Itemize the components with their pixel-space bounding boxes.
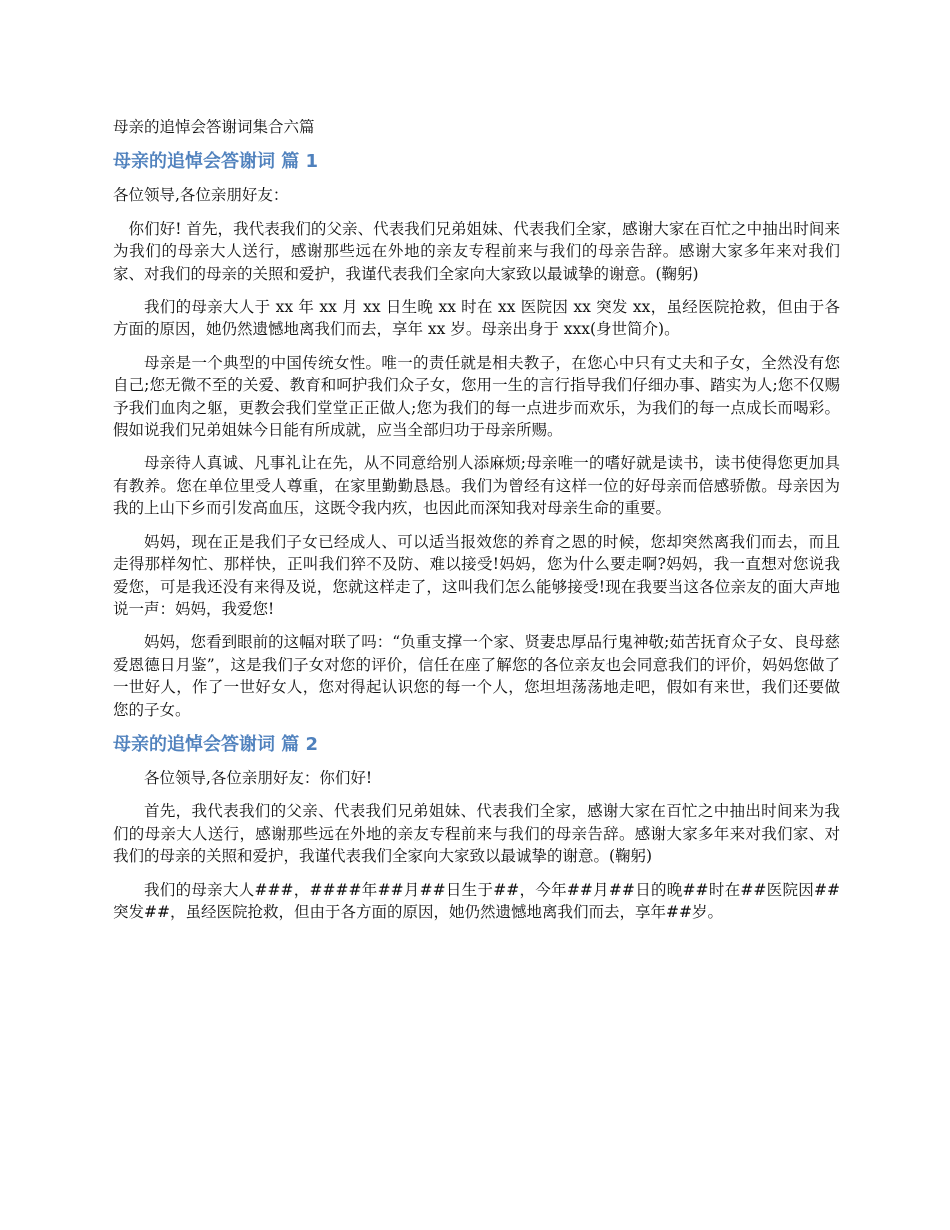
body-paragraph: 妈妈，您看到眼前的这幅对联了吗：“负重支撑一个家、贤妻忠厚品行鬼神敬;茹苦抚育众子女、良母慈爱恩德日月鉴”，这是我们子女对您的评价，信任在座了解您的各位亲友也会同意我们的评价，妈妈您做了一世好人，作了一世好女人，您对得起认识您的每一个人，您坦坦荡荡地走吧，假如有来世，我们还要做您的子女。 — [113, 633, 840, 719]
section-heading-2: 母亲的追悼会答谢词 篇 2 — [113, 733, 319, 755]
body-paragraph: 我们的母亲大人于 xx 年 xx 月 xx 日生晚 xx 时在 xx 医院因 xx 突发 xx，虽经医院抢救，但由于各方面的原因，她仍然遗憾地离我们而去，享年 xx 岁。母亲出身于 xxx(身世简介)。 — [113, 298, 840, 339]
body-paragraph: 首先，我代表我们的父亲、代表我们兄弟姐妹、代表我们全家，感谢大家在百忙之中抽出时间来为我们的母亲大人送行，感谢那些远在外地的亲友专程前来与我们的母亲告辞。感谢大家多年来对我们家、对我们的母亲的关照和爱护，我谨代表我们全家向大家致以最诚挚的谢意。(鞠躬) — [113, 802, 840, 866]
document-title: 母亲的追悼会答谢词集合六篇 — [113, 118, 315, 136]
body-paragraph: 我们的母亲大人###，####年##月##日生于##，今年##月##日的晚##时在##医院因##突发##，虽经医院抢救，但由于各方面的原因，她仍然遗憾地离我们而去，享年##岁。 — [113, 880, 840, 921]
body-paragraph: 妈妈，现在正是我们子女已经成人、可以适当报效您的养育之恩的时候，您却突然离我们而去，而且走得那样匆忙、那样快，正叫我们猝不及防、难以接受!妈妈，您为什么要走啊?妈妈，我一直想对您说我爱您，可是我还没有来得及说，您就这样走了，这叫我们怎么能够接受!现在我要当这各位亲友的面大声地说一声：妈妈，我爱您! — [113, 532, 840, 618]
salutation-paragraph: 各位领导,各位亲朋好友：你们好! — [144, 768, 373, 787]
section-heading-1: 母亲的追悼会答谢词 篇 1 — [113, 151, 319, 173]
body-paragraph: 母亲是一个典型的中国传统女性。唯一的责任就是相夫教子，在您心中只有丈夫和子女，全然没有您自己;您无微不至的关爱、教育和呵护我们众子女，您用一生的言行指导我们仔细办事、踏实为人;您不仅赐予我们血肉之躯，更教会我们堂堂正正做人;您为我们的每一点进步而欢乐，为我们的每一点成长而喝彩。假如说我们兄弟姐妹今日能有所成就，应当全部归功于母亲所赐。 — [113, 353, 840, 440]
body-paragraph: 母亲待人真诚、凡事礼让在先，从不同意给别人添麻烦;母亲唯一的嗜好就是读书，读书使得您更加具有教养。您在单位里受人尊重，在家里勤勤恳恳。我们为曾经有这样一位的好母亲而倍感骄傲。母亲因为我的上山下乡而引发高血压，这既令我内疚，也因此而深知我对母亲生命的重要。 — [113, 454, 840, 518]
salutation-paragraph: 各位领导,各位亲朋好友： — [113, 186, 289, 205]
document-body — [113, 116, 840, 934]
body-paragraph: 你们好! 首先，我代表我们的父亲、代表我们兄弟姐妹、代表我们全家，感谢大家在百忙之中抽出时间来为我们的母亲大人送行，感谢那些远在外地的亲友专程前来与我们的母亲告辞。感谢大家多年来对我们家、对我们的母亲的关照和爱护，我谨代表我们全家向大家致以最诚挚的谢意。(鞠躬) — [113, 219, 840, 283]
